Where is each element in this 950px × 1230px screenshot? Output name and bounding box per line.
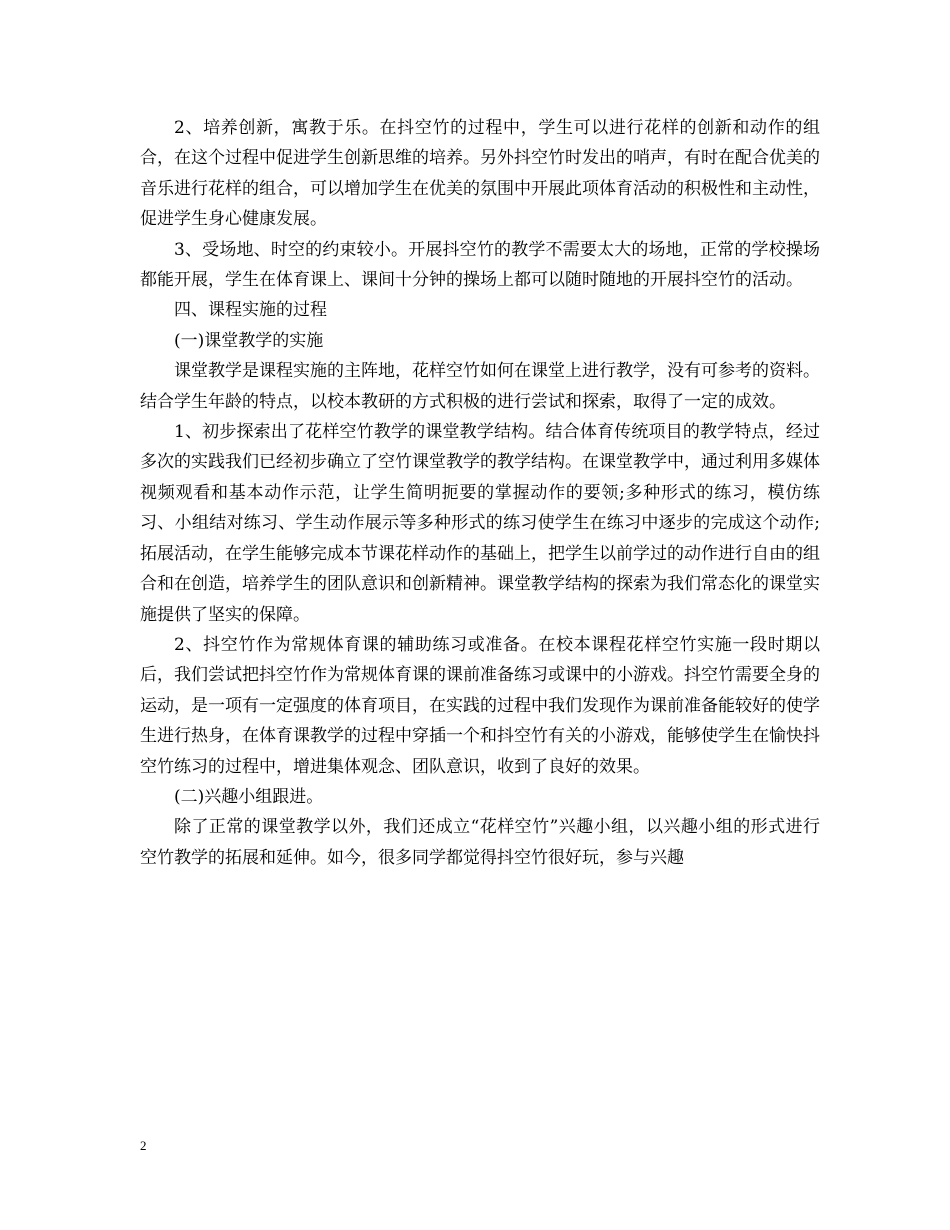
page-number: 2 <box>140 1138 147 1153</box>
para-venue-constraints: 3、受场地、时空的约束较小。开展抖空竹的教学不需要太大的场地，正常的学校操场都能开展，学生在体育课上、课间十分钟的操场上都可以随时随地的开展抖空竹的活动。 <box>140 239 820 291</box>
para-teaching-structure: 1、初步探索出了花样空竹教学的课堂教学结构。结合体育传统项目的教学特点，经过多次的实践我们已经初步确立了空竹课堂教学的教学结构。在课堂教学中，通过利用多媒体视频观看和基本动作示范，让学生简明扼要的掌握动作的要领;多种形式的练习，模仿练习、小组结对练习、学生动作展示等多种形式的练习使学生在练习中逐步的完成这个动作;拓展活动，在学生能够完成本节课花样动作的基础上，把学生以前学过的动作进行自由的组合和在创造，培养学生的团队意识和创新精神。课堂教学结构的探索为我们常态化的课堂实施提供了坚实的保障。 <box>140 422 820 625</box>
document-body <box>140 113 820 873</box>
subsection-heading-interest-group: (二)兴趣小组跟进。 <box>174 786 324 807</box>
para-interest-group: 除了正常的课堂教学以外，我们还成立“花样空竹”兴趣小组，以兴趣小组的形式进行空竹教学的拓展和延伸。如今，很多同学都觉得抖空竹很好玩，参与兴趣 <box>140 817 820 868</box>
para-classroom-main-position: 课堂教学是课程实施的主阵地，花样空竹如何在课堂上进行教学，没有可参考的资料。结合学生年龄的特点，以校本教研的方式积极的进行尝试和探索，取得了一定的成效。 <box>140 361 820 412</box>
para-auxiliary-practice: 2、抖空竹作为常规体育课的辅助练习或准备。在校本课程花样空竹实施一段时期以后，我们尝试把抖空竹作为常规体育课的课前准备练习或课中的小游戏。抖空竹需要全身的运动，是一项有一定强度的体育项目，在实践的过程中我们发现作为课前准备能较好的使学生进行热身，在体育课教学的过程中穿插一个和抖空竹有关的小游戏，能够使学生在愉快抖空竹练习的过程中，增进集体观念、团队意识，收到了良好的效果。 <box>140 634 820 777</box>
para-cultivate-innovation: 2、培养创新，寓教于乐。在抖空竹的过程中，学生可以进行花样的创新和动作的组合，在这个过程中促进学生创新思维的培养。另外抖空竹时发出的哨声，有时在配合优美的音乐进行花样的组合，可以增加学生在优美的氛围中开展此项体育活动的积极性和主动性，促进学生身心健康发展。 <box>140 118 820 230</box>
section-heading-implementation: 四、课程实施的过程 <box>174 300 327 321</box>
subsection-heading-classroom: (一)课堂教学的实施 <box>174 330 324 351</box>
